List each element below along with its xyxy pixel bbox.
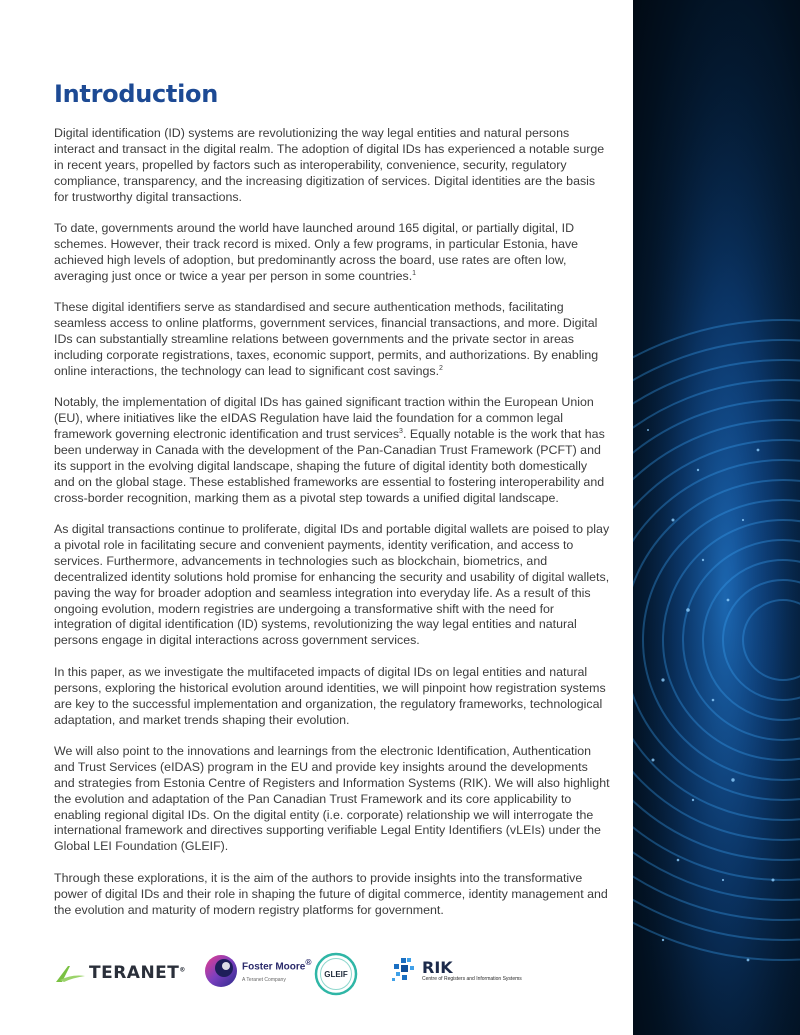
- foster-moore-mark-icon: [204, 954, 238, 988]
- gleif-label: GLEIF: [324, 970, 348, 979]
- teranet-mark-icon: [54, 962, 86, 984]
- page-title: Introduction: [54, 80, 218, 108]
- fingerprint-panel: [633, 0, 800, 1035]
- foster-moore-logo[interactable]: [204, 954, 311, 988]
- footnote-ref-1[interactable]: 1: [412, 269, 417, 277]
- paragraph-2: To date, governments around the world have launched around 165 digital, or partially digital, ID schemes. However, their track record is mixed. Only a few programs, in particular Estonia, have achieved high levels of adoption, but predominantly across the board, use rates are often low, averaging just once or twice a year per person in some countries.$^1$: [54, 221, 579, 283]
- paragraph-5: As digital transactions continue to proliferate, digital IDs and portable digital wallets are poised to play a pivotal role in facilitating secure and convenient payments, identity verification, and access to services. Furthermore, advancements in technologies such as blockchain, biometrics, and decentralized identity solutions hold promise for enhancing the security and usability of digital wallets, paving the way for broader adoption and seamless integration into everyday life. As a result of this ongoing evolution, modern registries are undergoing a transformative shift with the need for integration of digital identification (ID) systems, revolutionizing the way legal entities and natural persons engage in digital interactions across government services.: [54, 522, 610, 648]
- gleif-logo[interactable]: [314, 952, 358, 996]
- teranet-logo[interactable]: [54, 962, 186, 984]
- rik-wordmark: RIK Centre of Registers and Information Systems: [422, 958, 522, 982]
- foster-moore-wordmark: Foster Moore® A Teranet Company: [242, 957, 312, 983]
- main-content: [54, 80, 610, 934]
- paragraph-3: These digital identifiers serve as standardised and secure authentication methods, facilitating seamless access to online platforms, government services, financial transactions, and more. Digital IDs can substantially streamline relations between governments and the private sector in areas including corporate registrations, taxes, economic support, permits, and authorizations. By enabling online interactions, the technology can lead to significant cost savings.$^2$: [54, 300, 599, 378]
- paragraph-8: Through these explorations, it is the aim of the authors to provide insights into the transformative power of digital IDs and their role in shaping the future of digital commerce, identity management and the evolution and maturity of modern registry platforms for government.: [54, 870, 608, 917]
- paragraph-7: We will also point to the innovations and learnings from the electronic Identification, Authentication and Trust Services (eIDAS) program in the EU and provide key insights around the developments and strategies from Estonia Centre of Registers and Information Systems (RIK). We will also highlight the evolution and adaptation of the Pan Canadian Trust Framework and its core applicability to enabling regional digital IDs. On the digital entity (i.e. corporate) relationship we will interrogate the international framework and directives supporting verifiable Legal Entity Identifiers (vLEIs) under the Global LEI Foundation (GLEIF).: [54, 743, 610, 854]
- teranet-wordmark: TERANET®: [89, 963, 186, 983]
- fingerprint-image: [633, 0, 800, 1035]
- partner-logos: [54, 950, 614, 1000]
- gleif-mark-icon: [314, 952, 358, 996]
- paragraph-4: Notably, the implementation of digital IDs has gained significant traction within the European Union (EU), where initiatives like the eIDAS Regulation have laid the foundation for a common legal framework governing electronic identification and trust services$^3$. Equally notable is the work that has been underway in Canada with the development of the Pan-Canadian Trust Framework (PCFT) and its support in the evolving digital landscape, shaping the future of digital identity both domestically and on the global stage. These established frameworks are essential to fostering interoperability and cross-border recognition, marking them as a pivotal step towards a unified digital landscape.: [54, 395, 605, 505]
- paragraph-6: In this paper, as we investigate the multifaceted impacts of digital IDs on legal entities and natural persons, exploring the historical evolution around identities, we will pinpoint how registration systems are key to the successful implementation and organization, the regulatory frameworks, technological adaptation, and market trends shaping their evolution.: [54, 664, 606, 727]
- footnote-ref-2[interactable]: 2: [439, 364, 443, 372]
- footnote-ref-3[interactable]: 3: [399, 427, 403, 435]
- rik-mark-icon: [392, 958, 418, 984]
- rik-logo[interactable]: [392, 958, 522, 984]
- paragraph-1: Digital identification (ID) systems are revolutionizing the way legal entities and natural persons interact and transact in the digital realm. The adoption of digital IDs has experienced a notable surge in recent years, propelled by factors such as interoperability, convenience, security, regulatory compliance, transparency, and the increasing digitization of services. Digital identities are the basis for trustworthy digital transactions.: [54, 126, 605, 204]
